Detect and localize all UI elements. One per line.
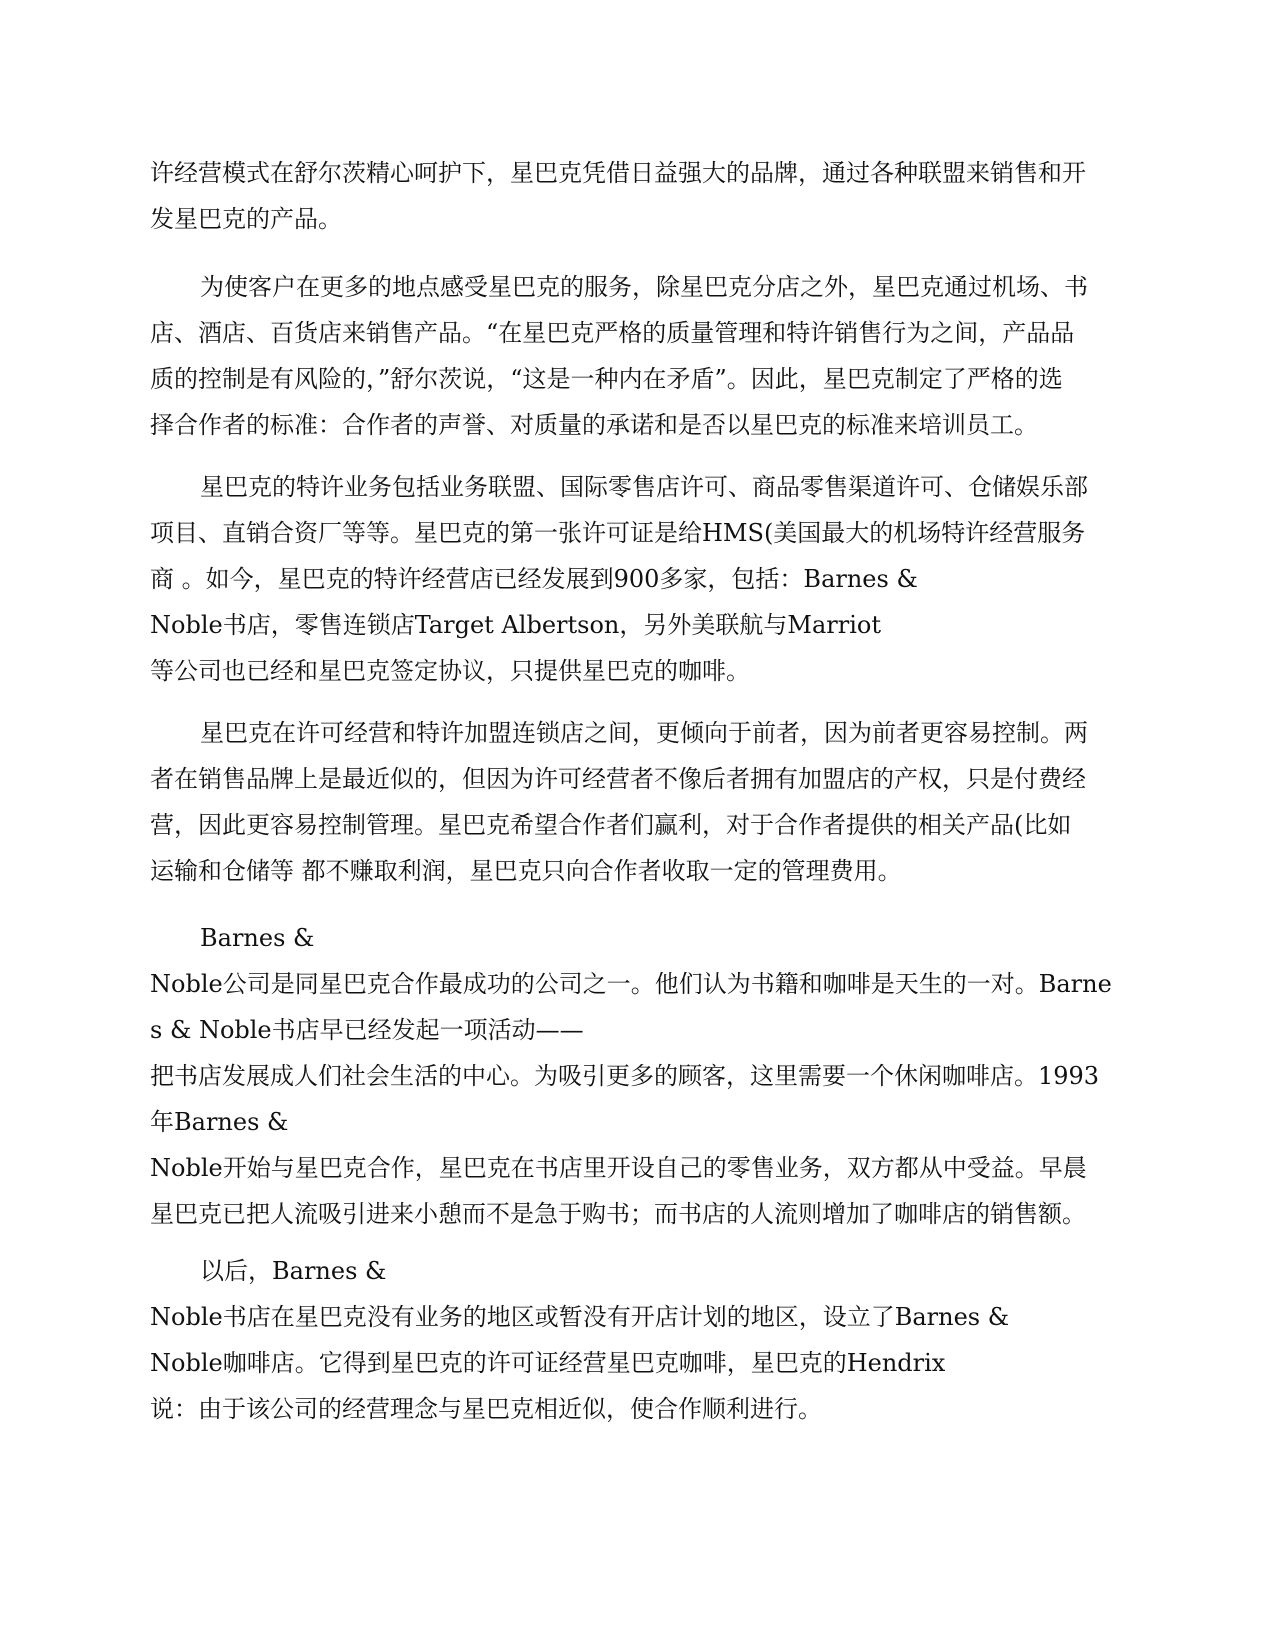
paragraph-line: 年Barnes & [150, 1108, 289, 1136]
paragraph-line: s & Noble书店早已经发起一项活动—— [150, 1016, 584, 1044]
paragraph-line: 星巴克在许可经营和特许加盟连锁店之间，更倾向于前者，因为前者更容易控制。两 [200, 719, 1088, 747]
paragraph-line: 说：由于该公司的经营理念与星巴克相近似，使合作顺利进行。 [150, 1395, 822, 1423]
paragraph-line: Noble咖啡店。它得到星巴克的许可证经营星巴克咖啡，星巴克的Hendrix [150, 1349, 946, 1377]
paragraph-line: 项目、直销合资厂等等。星巴克的第一张许可证是给HMS(美国最大的机场特许经营服务 [150, 519, 1086, 547]
paragraph-line: 许经营模式在舒尔茨精心呵护下，星巴克凭借日益强大的品牌，通过各种联盟来销售和开 [150, 159, 1086, 187]
paragraph-line: Noble公司是同星巴克合作最成功的公司之一。他们认为书籍和咖啡是天生的一对。Barne [150, 970, 1112, 998]
paragraph-line: Barnes & [200, 924, 315, 952]
paragraph-line: 择合作者的标准：合作者的声誉、对质量的承诺和是否以星巴克的标准来培训员工。 [150, 411, 1038, 439]
paragraph-1 [150, 150, 1130, 242]
paragraph-line: Noble开始与星巴克合作，星巴克在书店里开设自己的零售业务，双方都从中受益。早晨 [150, 1154, 1087, 1182]
paragraph-line: 质的控制是有风险的，”舒尔茨说，“这是一种内在矛盾”。因此，星巴克制定了严格的选 [150, 365, 1063, 393]
paragraph-4 [150, 710, 1130, 894]
paragraph-line: 星巴克已把人流吸引进来小憩而不是急于购书；而书店的人流则增加了咖啡店的销售额。 [150, 1200, 1086, 1228]
paragraph-line: 运输和仓储等 都不赚取利润，星巴克只向合作者收取一定的管理费用。 [150, 857, 902, 885]
paragraph-line: 星巴克的特许业务包括业务联盟、国际零售店许可、商品零售渠道许可、仓储娱乐部 [200, 473, 1088, 501]
paragraph-line: 商 。如今，星巴克的特许经营店已经发展到900多家，包括：Barnes & [150, 565, 918, 593]
paragraph-3 [150, 464, 1130, 694]
paragraph-line: 等公司也已经和星巴克签定协议，只提供星巴克的咖啡。 [150, 657, 750, 685]
paragraph-line: 营，因此更容易控制管理。星巴克希望合作者们赢利，对于合作者提供的相关产品(比如 [150, 811, 1072, 839]
paragraph-line: Noble书店，零售连锁店Target Albertson，另外美联航与Marriot [150, 611, 881, 639]
paragraph-line: 发星巴克的产品。 [150, 205, 342, 233]
paragraph-line: 把书店发展成人们社会生活的中心。为吸引更多的顾客，这里需要一个休闲咖啡店。1993 [150, 1062, 1100, 1090]
paragraph-line: 为使客户在更多的地点感受星巴克的服务，除星巴克分店之外，星巴克通过机场、书 [200, 273, 1088, 301]
paragraph-line: 者在销售品牌上是最近似的，但因为许可经营者不像后者拥有加盟店的产权，只是付费经 [150, 765, 1086, 793]
paragraph-line: 以后，Barnes & [200, 1257, 387, 1285]
paragraph-line: 店、酒店、百货店来销售产品。“在星巴克严格的质量管理和特许销售行为之间，产品品 [150, 319, 1075, 347]
paragraph-6 [150, 1248, 1130, 1432]
paragraph-line: Noble书店在星巴克没有业务的地区或暂没有开店计划的地区，设立了Barnes & [150, 1303, 1010, 1331]
paragraph-2 [150, 264, 1130, 448]
paragraph-5 [150, 915, 1130, 1237]
